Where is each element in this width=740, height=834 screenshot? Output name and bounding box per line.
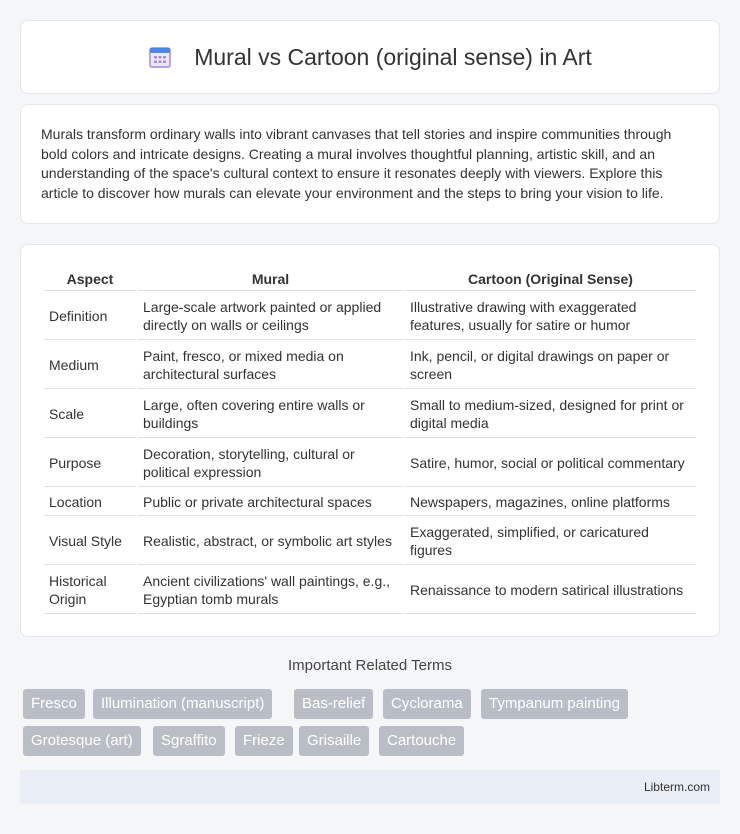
related-term-tag[interactable]: Bas-relief bbox=[294, 689, 373, 719]
column-header-mural: Mural bbox=[138, 267, 403, 291]
table-cell: Ancient civilizations' wall paintings, e.g., Egyptian tomb murals bbox=[138, 567, 403, 614]
intro-card bbox=[20, 104, 720, 224]
table-row bbox=[44, 567, 696, 614]
table-cell: Ink, pencil, or digital drawings on paper or screen bbox=[405, 342, 696, 389]
table-cell: Public or private architectural spaces bbox=[138, 489, 403, 516]
table-cell: Visual Style bbox=[44, 518, 136, 565]
related-term-tag[interactable]: Fresco bbox=[23, 689, 85, 719]
table-cell: Location bbox=[44, 489, 136, 516]
table-cell: Large-scale artwork painted or applied directly on walls or ceilings bbox=[138, 293, 403, 340]
table-cell: Newspapers, magazines, online platforms bbox=[405, 489, 696, 516]
table-cell: Renaissance to modern satirical illustrations bbox=[405, 567, 696, 614]
related-term-tag[interactable]: Grotesque (art) bbox=[23, 726, 141, 756]
comparison-table-card bbox=[20, 244, 720, 637]
table-cell: Medium bbox=[44, 342, 136, 389]
table-row bbox=[44, 489, 696, 516]
comparison-table bbox=[42, 265, 698, 616]
column-header-aspect: Aspect bbox=[44, 267, 136, 291]
table-row bbox=[44, 518, 696, 565]
table-row bbox=[44, 293, 696, 340]
table-cell: Exaggerated, simplified, or caricatured figures bbox=[405, 518, 696, 565]
related-term-tag[interactable]: Illumination (manuscript) bbox=[93, 689, 272, 719]
table-row bbox=[44, 391, 696, 438]
table-cell: Illustrative drawing with exaggerated features, usually for satire or humor bbox=[405, 293, 696, 340]
related-term-tag[interactable]: Sgraffito bbox=[153, 726, 225, 756]
footer bbox=[20, 770, 720, 804]
table-row bbox=[44, 440, 696, 487]
title-card bbox=[20, 20, 720, 94]
related-term-tag[interactable]: Grisaille bbox=[299, 726, 369, 756]
table-cell: Satire, humor, social or political commentary bbox=[405, 440, 696, 487]
related-terms-title: Important Related Terms bbox=[288, 657, 452, 674]
footer-site-link[interactable]: Libterm.com bbox=[643, 780, 710, 794]
table-cell: Small to medium-sized, designed for print or digital media bbox=[405, 391, 696, 438]
table-cell: Large, often covering entire walls or buildings bbox=[138, 391, 403, 438]
table-cell: Definition bbox=[44, 293, 136, 340]
table-row bbox=[44, 342, 696, 389]
table-cell: Scale bbox=[44, 391, 136, 438]
column-header-cartoon: Cartoon (Original Sense) bbox=[405, 267, 696, 291]
table-cell: Decoration, storytelling, cultural or political expression bbox=[138, 440, 403, 487]
intro-paragraph: Murals transform ordinary walls into vibrant canvases that tell stories and inspire communities through bold colors and intricate designs. Creating a mural involves thoughtful planning, artistic skill, and an understanding of the space's cultural context to ensure it resonates deeply with viewers. Explore this article to discover how murals can elevate your environment and the steps to bring your vision to life. bbox=[41, 126, 672, 201]
related-term-tag[interactable]: Cartouche bbox=[379, 726, 464, 756]
page-title: Mural vs Cartoon (original sense) in Art bbox=[194, 43, 592, 70]
related-term-tag[interactable]: Tympanum painting bbox=[481, 689, 628, 719]
document-calendar-icon bbox=[148, 45, 172, 69]
table-cell: Historical Origin bbox=[44, 567, 136, 614]
related-term-tag[interactable]: Cyclorama bbox=[383, 689, 471, 719]
table-cell: Purpose bbox=[44, 440, 136, 487]
table-cell: Paint, fresco, or mixed media on architectural surfaces bbox=[138, 342, 403, 389]
table-header-row bbox=[44, 267, 696, 291]
related-term-tag[interactable]: Frieze bbox=[235, 726, 293, 756]
table-cell: Realistic, abstract, or symbolic art styles bbox=[138, 518, 403, 565]
